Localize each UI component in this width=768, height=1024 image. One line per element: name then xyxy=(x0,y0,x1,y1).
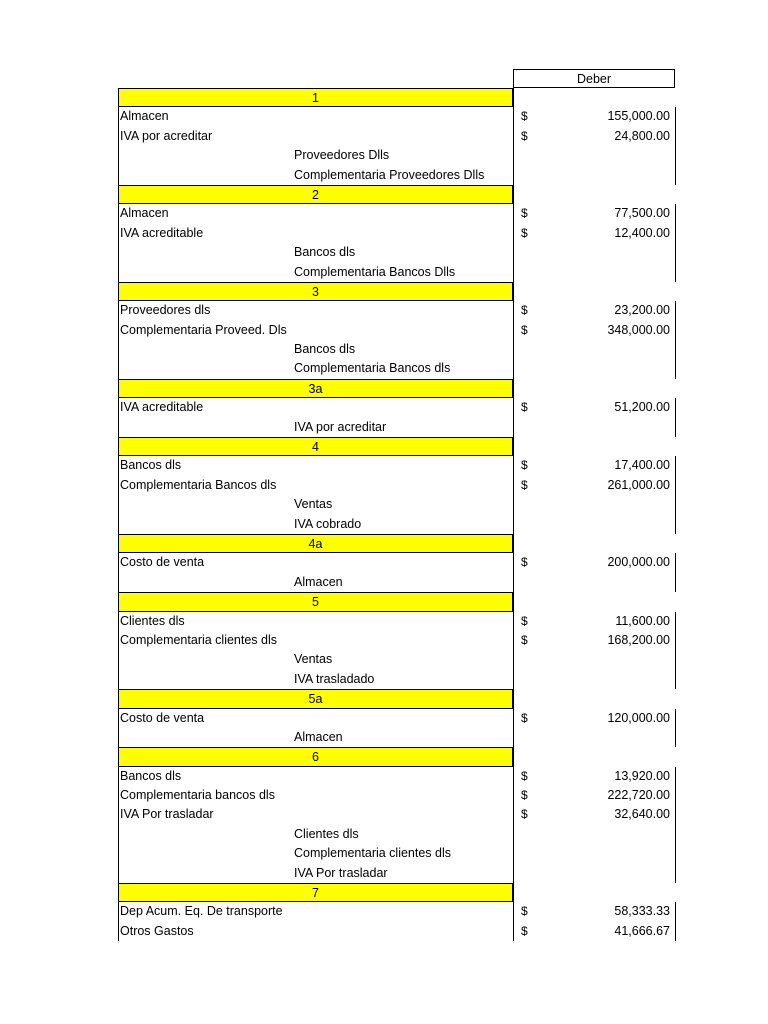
debit-account: Clientes dls xyxy=(120,613,185,628)
currency-symbol: $ xyxy=(521,322,528,337)
credit-account: IVA Por trasladar xyxy=(294,865,388,880)
credit-account: Ventas xyxy=(294,497,333,512)
credit-account: Ventas xyxy=(294,652,333,667)
currency-symbol: $ xyxy=(521,225,528,240)
entry-number-header: 5a xyxy=(118,689,513,708)
currency-symbol: $ xyxy=(521,303,528,318)
debit-amount: 23,200.00 xyxy=(614,303,670,318)
credit-account: Proveedores Dlls xyxy=(294,148,390,163)
debit-account: Costo de venta xyxy=(120,555,205,570)
currency-symbol: $ xyxy=(521,768,528,783)
journal-line xyxy=(118,670,676,689)
journal-line xyxy=(118,127,676,146)
credit-account: IVA cobrado xyxy=(294,516,362,531)
debit-amount: 51,200.00 xyxy=(614,400,670,415)
currency-symbol: $ xyxy=(521,613,528,628)
journal-line xyxy=(118,146,676,165)
credit-account: Complementaria clientes dls xyxy=(294,846,452,861)
credit-account: Complementaria Proveedores Dlls xyxy=(294,167,485,182)
currency-symbol: $ xyxy=(521,458,528,473)
currency-symbol: $ xyxy=(521,555,528,570)
debit-amount: 222,720.00 xyxy=(607,788,670,803)
journal-line xyxy=(118,359,676,378)
journal-line xyxy=(118,301,676,320)
journal-line xyxy=(118,728,676,747)
journal-line xyxy=(118,864,676,883)
journal-line xyxy=(118,631,676,650)
journal-line xyxy=(118,844,676,863)
journal-line xyxy=(118,573,676,592)
journal-line xyxy=(118,825,676,844)
journal-line xyxy=(118,476,676,495)
journal-entries xyxy=(118,88,676,941)
journal-line xyxy=(118,418,676,437)
journal-line xyxy=(118,398,676,417)
journal-line xyxy=(118,456,676,475)
debit-account: Complementaria Bancos dls xyxy=(120,477,277,492)
entry-number-header: 5 xyxy=(118,592,513,611)
journal-line xyxy=(118,922,676,941)
debit-account: Complementaria clientes dls xyxy=(120,632,278,647)
journal-line xyxy=(118,786,676,805)
journal-line xyxy=(118,612,676,631)
debit-account: Almacen xyxy=(120,206,169,221)
debit-amount: 58,333.33 xyxy=(614,904,670,919)
entry-number-header: 7 xyxy=(118,883,513,902)
currency-symbol: $ xyxy=(521,477,528,492)
debit-account: IVA por acreditar xyxy=(120,128,213,143)
debit-amount: 155,000.00 xyxy=(607,109,670,124)
entry-number-header: 4 xyxy=(118,437,513,456)
credit-account: Bancos dls xyxy=(294,245,356,260)
entry-number-header: 2 xyxy=(118,185,513,204)
credit-account: Complementaria Bancos dls xyxy=(294,361,451,376)
entry-number-header: 3 xyxy=(118,282,513,301)
debit-account: Dep Acum. Eq. De transporte xyxy=(120,904,283,919)
journal-line xyxy=(118,107,676,126)
currency-symbol: $ xyxy=(521,923,528,938)
debit-account: IVA Por trasladar xyxy=(120,807,214,822)
journal-line xyxy=(118,553,676,572)
journal-line xyxy=(118,243,676,262)
credit-account: Complementaria Bancos Dlls xyxy=(294,264,456,279)
column-divider xyxy=(513,88,514,941)
credit-account: IVA trasladado xyxy=(294,671,375,686)
debit-amount: 17,400.00 xyxy=(614,458,670,473)
debit-account: Otros Gastos xyxy=(120,923,194,938)
debit-column-header: Deber xyxy=(513,69,675,88)
credit-account: IVA por acreditar xyxy=(294,419,387,434)
journal-line xyxy=(118,340,676,359)
debit-account: Complementaria bancos dls xyxy=(120,788,275,803)
currency-symbol: $ xyxy=(521,904,528,919)
debit-amount: 200,000.00 xyxy=(607,555,670,570)
entry-number-header: 4a xyxy=(118,534,513,553)
debit-account: IVA acreditable xyxy=(120,225,204,240)
currency-symbol: $ xyxy=(521,128,528,143)
debit-account: Costo de venta xyxy=(120,710,205,725)
debit-account: Almacen xyxy=(120,109,169,124)
journal-line xyxy=(118,805,676,824)
currency-symbol: $ xyxy=(521,807,528,822)
debit-account: Proveedores dls xyxy=(120,303,211,318)
journal-line xyxy=(118,767,676,786)
debit-amount: 120,000.00 xyxy=(607,710,670,725)
currency-symbol: $ xyxy=(521,400,528,415)
journal-line xyxy=(118,515,676,534)
debit-amount: 32,640.00 xyxy=(614,807,670,822)
currency-symbol: $ xyxy=(521,710,528,725)
debit-amount: 168,200.00 xyxy=(607,632,670,647)
journal-line xyxy=(118,166,676,185)
journal-line xyxy=(118,321,676,340)
debit-amount: 41,666.67 xyxy=(614,923,670,938)
journal-line xyxy=(118,495,676,514)
debit-account: IVA acreditable xyxy=(120,400,204,415)
credit-account: Almacen xyxy=(294,574,343,589)
journal-line xyxy=(118,902,676,921)
debit-amount: 11,600.00 xyxy=(615,613,670,628)
entry-number-header: 6 xyxy=(118,747,513,766)
journal-line xyxy=(118,650,676,669)
credit-account: Almacen xyxy=(294,729,343,744)
debit-account: Complementaria Proveed. Dls xyxy=(120,322,287,337)
credit-account: Clientes dls xyxy=(294,826,359,841)
journal-line xyxy=(118,263,676,282)
debit-amount: 24,800.00 xyxy=(614,128,670,143)
currency-symbol: $ xyxy=(521,206,528,221)
debit-amount: 12,400.00 xyxy=(614,225,670,240)
journal-line xyxy=(118,204,676,223)
debit-amount: 13,920.00 xyxy=(614,768,670,783)
journal-line xyxy=(118,224,676,243)
debit-account: Bancos dls xyxy=(120,458,182,473)
entry-number-header: 3a xyxy=(118,379,513,398)
currency-symbol: $ xyxy=(521,109,528,124)
entry-number-header: 1 xyxy=(118,88,513,107)
currency-symbol: $ xyxy=(521,632,528,647)
debit-amount: 77,500.00 xyxy=(614,206,670,221)
debit-amount: 261,000.00 xyxy=(607,477,670,492)
currency-symbol: $ xyxy=(521,788,528,803)
debit-account: Bancos dls xyxy=(120,768,182,783)
credit-account: Bancos dls xyxy=(294,342,356,357)
journal-line xyxy=(118,709,676,728)
debit-amount: 348,000.00 xyxy=(607,322,670,337)
